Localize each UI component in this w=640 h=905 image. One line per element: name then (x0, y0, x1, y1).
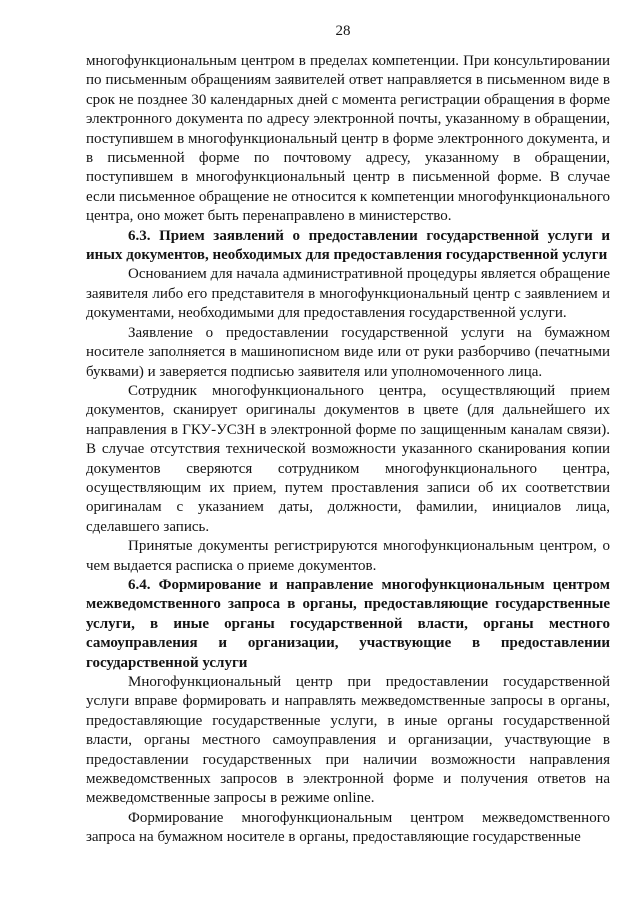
section-heading-6-4: 6.4. Формирование и направление многофункциональным центром межведомственного запроса в органы, предоставляющие государственные услуги, в иные органы государственной власти, органы местного самоуправления и организации, участвующие в предоставлении государственной услуги (86, 576, 610, 671)
paragraph-registration: Принятые документы регистрируются многофункциональным центром, о чем выдается расписка о приеме документов. (86, 538, 610, 574)
paragraph-interagency-requests: Многофункциональный центр при предоставлении государственной услуги вправе формировать и направлять межведомственные запросы в органы, предоставляющие государственные услуги, в иные органы государственной власти, органы местного самоуправления и организации, участвующие в предоставлении государственных при наличии возможности направления межведомственных запросов в электронной форме и получения ответов на межведомственные запросы в режиме online. (86, 674, 610, 807)
paragraph-grounds: Основанием для начала административной процедуры является обращение заявителя либо его представителя в многофункциональный центр с заявлением и документами, необходимыми для предоставления государственной услуги. (86, 266, 610, 322)
section-heading-6-3: 6.3. Прием заявлений о предоставлении государственной услуги и иных документов, необходимых для предоставления государственной услуги (86, 227, 610, 264)
paragraph-application-form: Заявление о предоставлении государственной услуги на бумажном носителе заполняется в машинописном виде или от руки разборчиво (печатными буквами) и заверяется подписью заявителя или уполномоченного лица. (86, 324, 610, 380)
page-number: 28 (335, 23, 351, 39)
paragraph-consultation: многофункциональным центром в пределах компетенции. При консультировании по письменным обращениям заявителей ответ направляется в письменном виде в срок не позднее 30 календарных дней с момента регистрации обращения в форме электронного документа по адресу электронной почты, указанному в обращении, поступившем в многофункциональный центр в форме электронного документа, и в письменной форме по почтовому адресу, указанному в обращении, поступившем в многофункциональный центр в письменной форме. В случае если письменное обращение не относится к компетенции многофункционального центра, оно может быть перенаправлено в министерство. (86, 53, 610, 225)
paragraph-scanning: Сотрудник многофункционального центра, осуществляющий прием документов, сканирует оригиналы документов в цвете (для дальнейшего их направления в ГКУ-УСЗН в электронной форме по защищенным каналам связи). В случае отсутствия технической возможности указанного сканирования копии документов сверяются сотрудником многофункционального центра, осуществляющим их прием, путем проставления записи об их соответствии оригиналам с указанием даты, должности, фамилии, инициалов лица, сделавшего запись. (86, 382, 610, 535)
paragraph-paper-request: Формирование многофункциональным центром межведомственного запроса на бумажном носителе в органы, предоставляющие государственные (86, 809, 610, 846)
